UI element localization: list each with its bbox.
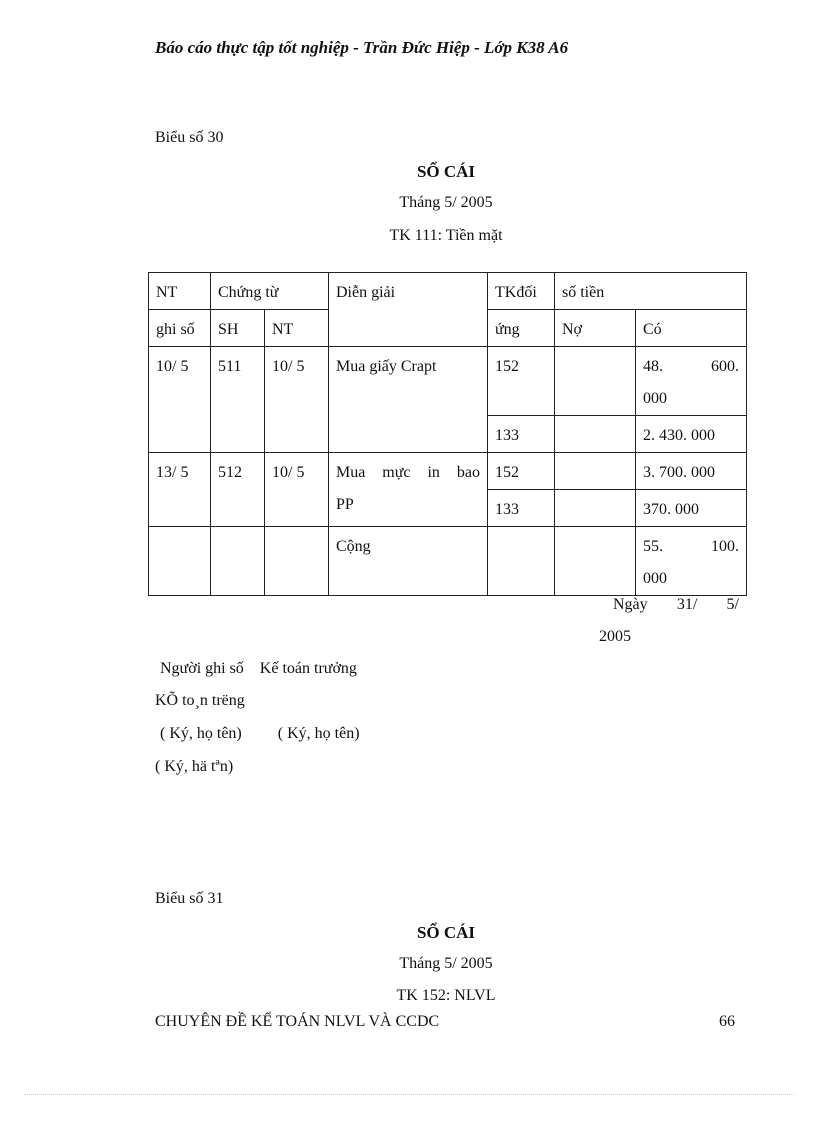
header-voucher: Chứng từ (211, 273, 329, 310)
header-credit: Có (636, 310, 747, 347)
total-empty (555, 527, 636, 596)
page-number: 66 (719, 1013, 735, 1030)
credit-part: 000 (643, 390, 667, 407)
total-empty (488, 527, 555, 596)
total-row (149, 527, 747, 596)
footer-title: CHUYÊN ĐỀ KẾ TOÁN NLVL VÀ CCDC (155, 1013, 440, 1030)
row-contra-account: 133 (488, 490, 555, 527)
form-number: Biểu số 31 (155, 890, 224, 907)
ledger-title: SỔ CÁI (416, 162, 476, 181)
date-part: Ngày (613, 596, 648, 613)
row-debit (555, 416, 636, 453)
header-debit: Nợ (555, 310, 636, 347)
row-credit: 2. 430. 000 (636, 416, 747, 453)
row-description: Mua giấy Crapt (329, 347, 488, 453)
ledger-account: TK 152: NLVL (396, 987, 496, 1004)
header-date-bottom: ghi số (149, 310, 211, 347)
table-row (149, 453, 747, 490)
page-bottom-divider (24, 1094, 794, 1095)
row-date: 10/ 5 (149, 347, 211, 453)
credit-part: 600. (711, 358, 739, 375)
signoff-date (613, 596, 739, 614)
header-contra-bottom: ứng (488, 310, 555, 347)
credit-part: 000 (643, 570, 667, 587)
total-credit (636, 527, 747, 596)
desc-word: mực (382, 464, 411, 481)
date-part: 31/ (676, 596, 698, 613)
row-credit: 3. 700. 000 (636, 453, 747, 490)
credit-part: 55. (643, 538, 663, 555)
header-contra-top: TKđối (488, 273, 555, 310)
row-debit (555, 347, 636, 416)
credit-part: 48. (643, 358, 663, 375)
row-debit (555, 490, 636, 527)
total-empty (149, 527, 211, 596)
signoff-roles: Người ghi số Kế toán trưởng (160, 660, 357, 677)
total-label: Cộng (329, 527, 488, 596)
ledger-table (148, 272, 747, 596)
header-amount: số tiền (555, 273, 747, 310)
ledger-title: SỔ CÁI (416, 923, 476, 942)
row-credit: 370. 000 (636, 490, 747, 527)
row-voucher-date: 10/ 5 (265, 347, 329, 453)
row-description (329, 453, 488, 527)
row-contra-account: 152 (488, 453, 555, 490)
page-header: Báo cáo thực tập tốt nghiệp - Trần Đức Hiệp - Lớp K38 A6 (155, 38, 569, 57)
desc-word: bao (456, 464, 480, 481)
signoff-garbled-role: KÕ to¸n trëng (155, 692, 245, 709)
row-voucher-date: 10/ 5 (265, 453, 329, 527)
row-voucher-no: 512 (211, 453, 265, 527)
date-part: 5/ (726, 596, 739, 613)
row-date: 13/ 5 (149, 453, 211, 527)
row-contra-account: 152 (488, 347, 555, 416)
row-debit (555, 453, 636, 490)
signoff-garbled-hint: ( Ký, hä tªn) (155, 758, 234, 775)
header-description: Diễn giải (329, 273, 488, 347)
desc-word: in (427, 464, 440, 481)
credit-part: 100. (711, 538, 739, 555)
row-contra-account: 133 (488, 416, 555, 453)
desc-word: PP (336, 496, 354, 513)
ledger-period: Tháng 5/ 2005 (399, 194, 493, 211)
signoff-year: 2005 (599, 628, 631, 645)
header-voucher-date: NT (265, 310, 329, 347)
row-voucher-no: 511 (211, 347, 265, 453)
total-empty (211, 527, 265, 596)
desc-word: Mua (336, 464, 366, 481)
header-date-top: NT (149, 273, 211, 310)
table-header-row (149, 273, 747, 310)
header-voucher-no: SH (211, 310, 265, 347)
ledger-period: Tháng 5/ 2005 (399, 955, 493, 972)
total-empty (265, 527, 329, 596)
ledger-account: TK 111: Tiền mặt (389, 227, 503, 244)
signoff-sign-hints: ( Ký, họ tên) ( Ký, họ tên) (160, 725, 360, 742)
row-credit (636, 347, 747, 416)
table-row (149, 347, 747, 416)
form-number: Biểu số 30 (155, 129, 224, 146)
